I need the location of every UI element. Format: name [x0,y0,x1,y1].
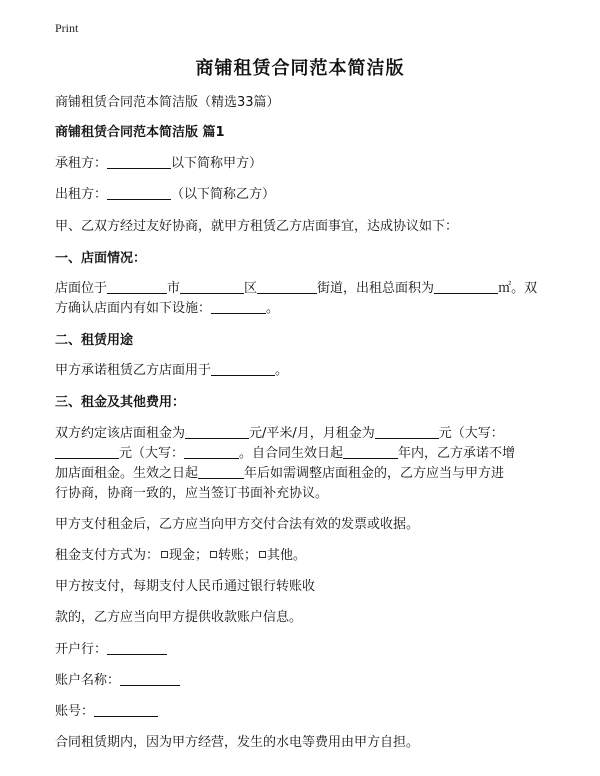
account-name-label: 账户名称： [55,673,121,688]
section2-heading: 二、租赁用途 [55,333,134,348]
account-name-line [55,671,180,691]
account-no-line [55,702,158,722]
print-link[interactable]: Print [55,21,79,35]
s1-text-a: 店面位于 [55,281,108,296]
purpose-blank [211,361,275,376]
city-blank [107,279,167,294]
s1-text-d: 街道，出租总面积为 [317,281,435,296]
s3-text-f: 年内，乙方承诺不增 [398,446,516,461]
lessor-label: 出租方： [55,187,108,202]
section-heading: 商铺租赁合同范本简洁版 篇1 [55,125,225,140]
s3-line2 [55,444,515,464]
section1-heading: 一、店面情况： [55,251,147,266]
other-option: 其他。 [267,548,307,563]
lessee-label: 承租方： [55,156,108,171]
street-blank [257,279,317,294]
transfer-option: 转账； [218,548,258,563]
s1-line1 [55,279,537,299]
section3-heading: 三、租金及其他费用： [55,395,186,410]
subtitle: 商铺租赁合同范本简洁版（精选33篇） [55,95,280,110]
s3-line3 [55,464,504,484]
lessor-blank [107,185,171,200]
monthly-capital-blank [184,444,239,459]
district-blank [180,279,244,294]
s1-line2 [55,299,279,319]
s3-text-d: 元（大写： [119,446,185,461]
account-no-label: 账号： [55,704,95,719]
utilities-paragraph: 合同租赁期内，因为甲方经营，发生的水电等费用由甲方自担。 [55,735,420,750]
transfer-checkbox [210,551,217,558]
cash-option: 现金； [169,548,209,563]
bank-blank [107,640,167,655]
s1-text-b: 市 [167,281,181,296]
lessor-line [55,185,275,205]
s3-text-c: 元（大写： [438,426,504,441]
s3-text-h: 年后如需调整店面租金的，乙方应当与甲方进 [244,466,505,481]
s1-text-e: ㎡。双 [498,281,538,296]
s2-text-b: 。 [275,363,289,378]
s2-text-a: 甲方承诺租赁乙方店面用于 [55,363,212,378]
area-blank [434,279,498,294]
s3-text-b: 元/平米/月，月租金为 [249,426,375,441]
bank-line [55,640,167,660]
transfer-paragraph-2: 款的，乙方应当向甲方提供收款账户信息。 [55,610,303,625]
s1-text-g: 。 [266,301,280,316]
rent-per-sqm-blank [185,424,249,439]
payment-method-line [55,546,306,566]
monthly-rent-blank [375,424,439,439]
facilities-blank [211,299,266,314]
lessee-line [55,154,262,174]
cash-checkbox [161,551,168,558]
s3-text-e: 。自合同生效日起 [239,446,344,461]
invoice-paragraph: 甲方支付租金后，乙方应当向甲方交付合法有效的发票或收据。 [55,517,420,532]
s3-text-a: 双方约定该店面租金为 [55,426,186,441]
s1-text-c: 区 [244,281,258,296]
transfer-paragraph-1: 甲方按支付，每期支付人民币通过银行转账收 [55,579,316,594]
s2-line [55,361,288,381]
lessee-blank [107,154,171,169]
years-blank [343,444,398,459]
intro-paragraph: 甲、乙双方经过友好协商，就甲方租赁乙方店面事宜，达成协议如下： [55,219,459,234]
payment-method-label: 租金支付方式为： [55,548,160,563]
rent-capital-blank [55,444,119,459]
adjust-years-blank [198,464,244,479]
lessor-suffix: （以下简称乙方） [171,187,276,202]
s3-text-g: 加店面租金。生效之日起 [55,466,199,481]
document-title: 商铺租赁合同范本简洁版 [195,58,405,79]
s3-line4: 行协商，协商一致的，应当签订书面补充协议。 [55,486,329,501]
account-name-blank [120,671,180,686]
s1-text-f: 方确认店面内有如下设施： [55,301,212,316]
s3-line1 [55,424,504,444]
account-no-blank [94,702,158,717]
lessee-suffix: 以下简称甲方） [171,156,263,171]
other-checkbox [259,551,266,558]
bank-label: 开户行： [55,642,108,657]
